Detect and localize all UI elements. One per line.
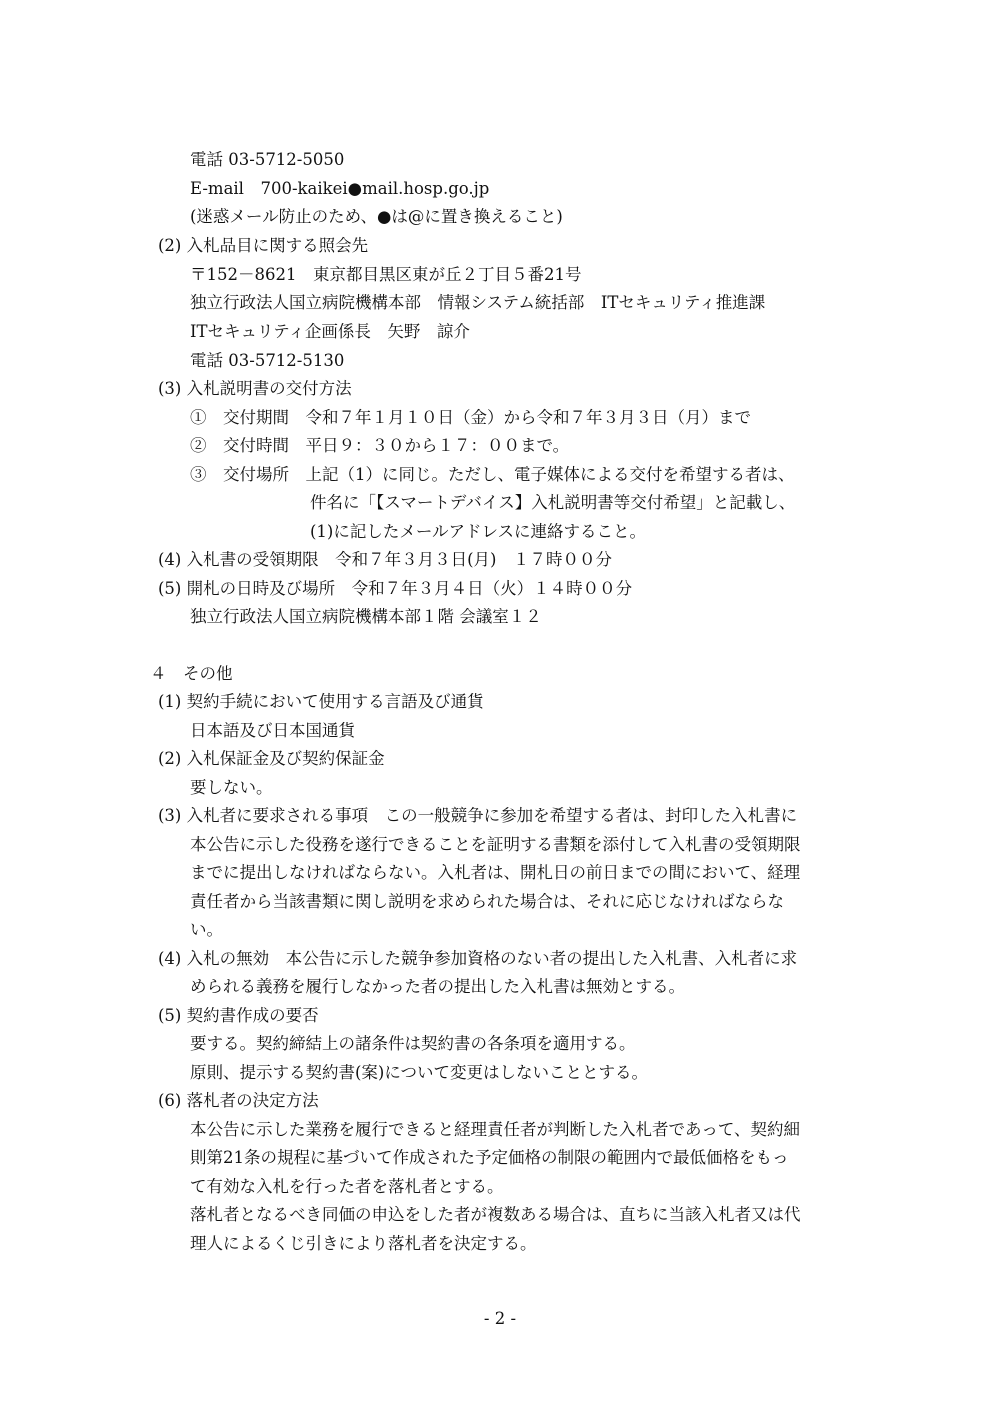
section4-s5-body1: 要する。契約締結上の諸条件は契約書の各条項を適用する。 <box>190 1034 636 1053</box>
item2-address: 〒152－8621 東京都目黒区東が丘２丁目５番21号 <box>190 265 582 284</box>
item3-time: ② 交付時間 平日９：３０から１７：００まで。 <box>190 436 570 455</box>
item3-heading: (3) 入札説明書の交付方法 <box>158 379 352 398</box>
section4-s6-line4: 落札者となるべき同価の申込をした者が複数ある場合は、直ちに当該入札者又は代 <box>190 1205 801 1224</box>
contact-tel: 電話 03-5712-5050 <box>190 150 345 169</box>
item3-period: ① 交付期間 令和７年１月１０日（金）から令和７年３月３日（月）まで <box>190 408 751 427</box>
item5-location: 独立行政法人国立病院機構本部１階 会議室１２ <box>190 607 542 626</box>
section4-s4-line1: (4) 入札の無効 本公告に示した競争参加資格のない者の提出した入札書、入札者に求 <box>158 949 798 968</box>
contact-email-note: (迷惑メール防止のため、●は@に置き換えること) <box>190 207 563 226</box>
item2-tel: 電話 03-5712-5130 <box>190 351 345 370</box>
section4-s3-line4: 責任者から当該書類に関し説明を求められた場合は、それに応じなければならな <box>190 892 784 911</box>
item2-heading: (2) 入札品目に関する照会先 <box>158 236 369 255</box>
contact-email: E-mail 700-kaikei●mail.hosp.go.jp <box>190 179 490 198</box>
section4-s4-line2: められる義務を履行しなかった者の提出した入札書は無効とする。 <box>190 977 685 996</box>
section4-title: ４ その他 <box>150 664 233 683</box>
section4-s2-heading: (2) 入札保証金及び契約保証金 <box>158 749 385 768</box>
item2-person: ITセキュリティ企画係長 矢野 諒介 <box>190 322 470 341</box>
item2-organization: 独立行政法人国立病院機構本部 情報システム統括部 ITセキュリティ推進課 <box>190 293 766 312</box>
page-number: - 2 - <box>483 1309 517 1328</box>
section4-s3-line5: い。 <box>190 920 223 939</box>
section4-s3-line1: (3) 入札者に要求される事項 この一般競争に参加を希望する者は、封印した入札書に <box>158 806 798 825</box>
section4-s5-heading: (5) 契約書作成の要否 <box>158 1006 319 1025</box>
item3-place-cont2: (1)に記したメールアドレスに連絡すること。 <box>310 522 647 541</box>
section4-s6-line1: 本公告に示した業務を履行できると経理責任者が判断した入札者であって、契約細 <box>190 1120 801 1139</box>
section4-s2-body: 要しない。 <box>190 778 273 797</box>
section4-s6-heading: (6) 落札者の決定方法 <box>158 1091 319 1110</box>
section4-s3-line2: 本公告に示した役務を遂行できることを証明する書類を添付して入札書の受領期限 <box>190 835 801 854</box>
section4-s1-body: 日本語及び日本国通貨 <box>190 721 355 740</box>
section4-s6-line3: て有効な入札を行った者を落札者とする。 <box>190 1177 504 1196</box>
section4-s5-body2: 原則、提示する契約書(案)について変更はしないこととする。 <box>190 1063 649 1082</box>
section4-s1-heading: (1) 契約手続において使用する言語及び通貨 <box>158 692 484 711</box>
item5-opening: (5) 開札の日時及び場所 令和７年３月４日（火）１４時００分 <box>158 579 633 598</box>
item3-place-cont1: 件名に「【スマートデバイス】入札説明書等交付希望」と記載し、 <box>310 493 796 512</box>
item4-deadline: (4) 入札書の受領期限 令和７年３月３日(月) １７時００分 <box>158 550 612 569</box>
section4-s6-line2: 則第21条の規程に基づいて作成された予定価格の制限の範囲内で最低価格をもっ <box>190 1148 789 1167</box>
section4-s6-line5: 理人によるくじ引きにより落札者を決定する。 <box>190 1234 537 1253</box>
section4-s3-line3: までに提出しなければならない。入札者は、開札日の前日までの間において、経理 <box>190 863 801 882</box>
item3-place: ③ 交付場所 上記（1）に同じ。ただし、電子媒体による交付を希望する者は、 <box>190 465 795 484</box>
